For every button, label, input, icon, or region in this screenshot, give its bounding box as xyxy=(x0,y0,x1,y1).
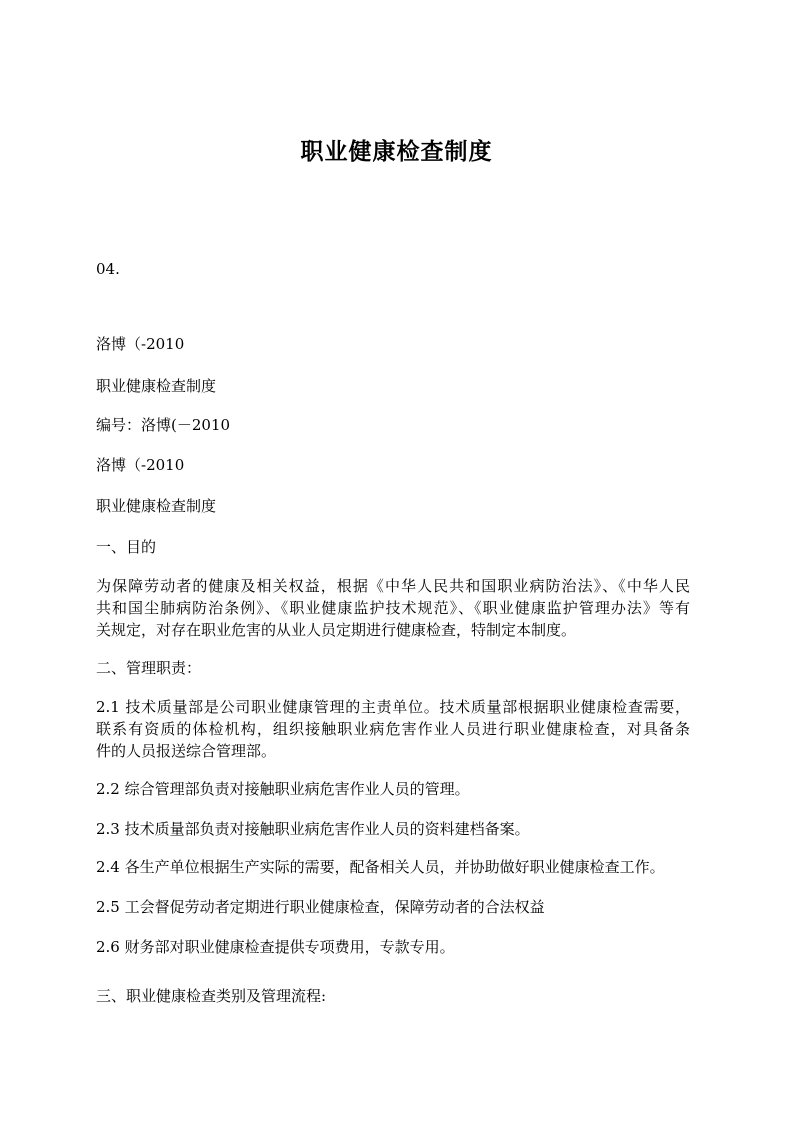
org-line-1: 洛博（-2010 xyxy=(96,335,185,353)
item-2-3: 2.3 技术质量部负责对接触职业病危害作业人员的资料建档备案。 xyxy=(96,820,530,838)
subtitle-2: 职业健康检查制度 xyxy=(96,497,217,515)
section-1-heading: 一、目的 xyxy=(96,538,157,556)
item-2-1-paragraph xyxy=(96,696,690,762)
item-2-1-line: 2.1 技术质量部是公司职业健康管理的主责单位。技术质量部根据职业健康检查需要， xyxy=(96,698,690,716)
section-3-heading: 三、职业健康检查类别及管理流程: xyxy=(96,987,327,1005)
item-2-5: 2.5 工会督促劳动者定期进行职业健康检查，保障劳动者的合法权益 xyxy=(96,898,545,916)
item-2-1-line: 联系有资质的体检机构，组织接触职业病危害作业人员进行职业健康检查，对具备条 xyxy=(96,720,690,738)
number-line: 编号：洛博(－2010 xyxy=(96,416,231,434)
item-2-2: 2.2 综合管理部负责对接触职业病危害作业人员的管理。 xyxy=(96,780,470,798)
item-2-4: 2.4 各生产单位根据生产实际的需要，配备相关人员，并协助做好职业健康检查工作。 xyxy=(96,858,665,876)
org-line-2: 洛博（-2010 xyxy=(96,456,185,474)
document-title: 职业健康检查制度 xyxy=(300,139,493,165)
section-1-line: 共和国尘肺病防治条例》、《职业健康监护技术规范》、《职业健康监护管理办法》等有 xyxy=(96,599,690,617)
section-1-paragraph xyxy=(96,575,690,641)
item-2-6: 2.6 财务部对职业健康检查提供专项费用，专款专用。 xyxy=(96,938,455,956)
document-code: 04. xyxy=(96,260,120,278)
subtitle-1: 职业健康检查制度 xyxy=(96,377,217,395)
section-1-line: 为保障劳动者的健康及相关权益，根据《中华人民共和国职业病防治法》、《中华人民 xyxy=(96,577,690,595)
item-2-1-line: 件的人员报送综合管理部。 xyxy=(96,742,277,760)
section-2-heading: 二、管理职责： xyxy=(96,659,202,677)
section-1-line: 关规定，对存在职业危害的从业人员定期进行健康检查，特制定本制度。 xyxy=(96,621,577,639)
